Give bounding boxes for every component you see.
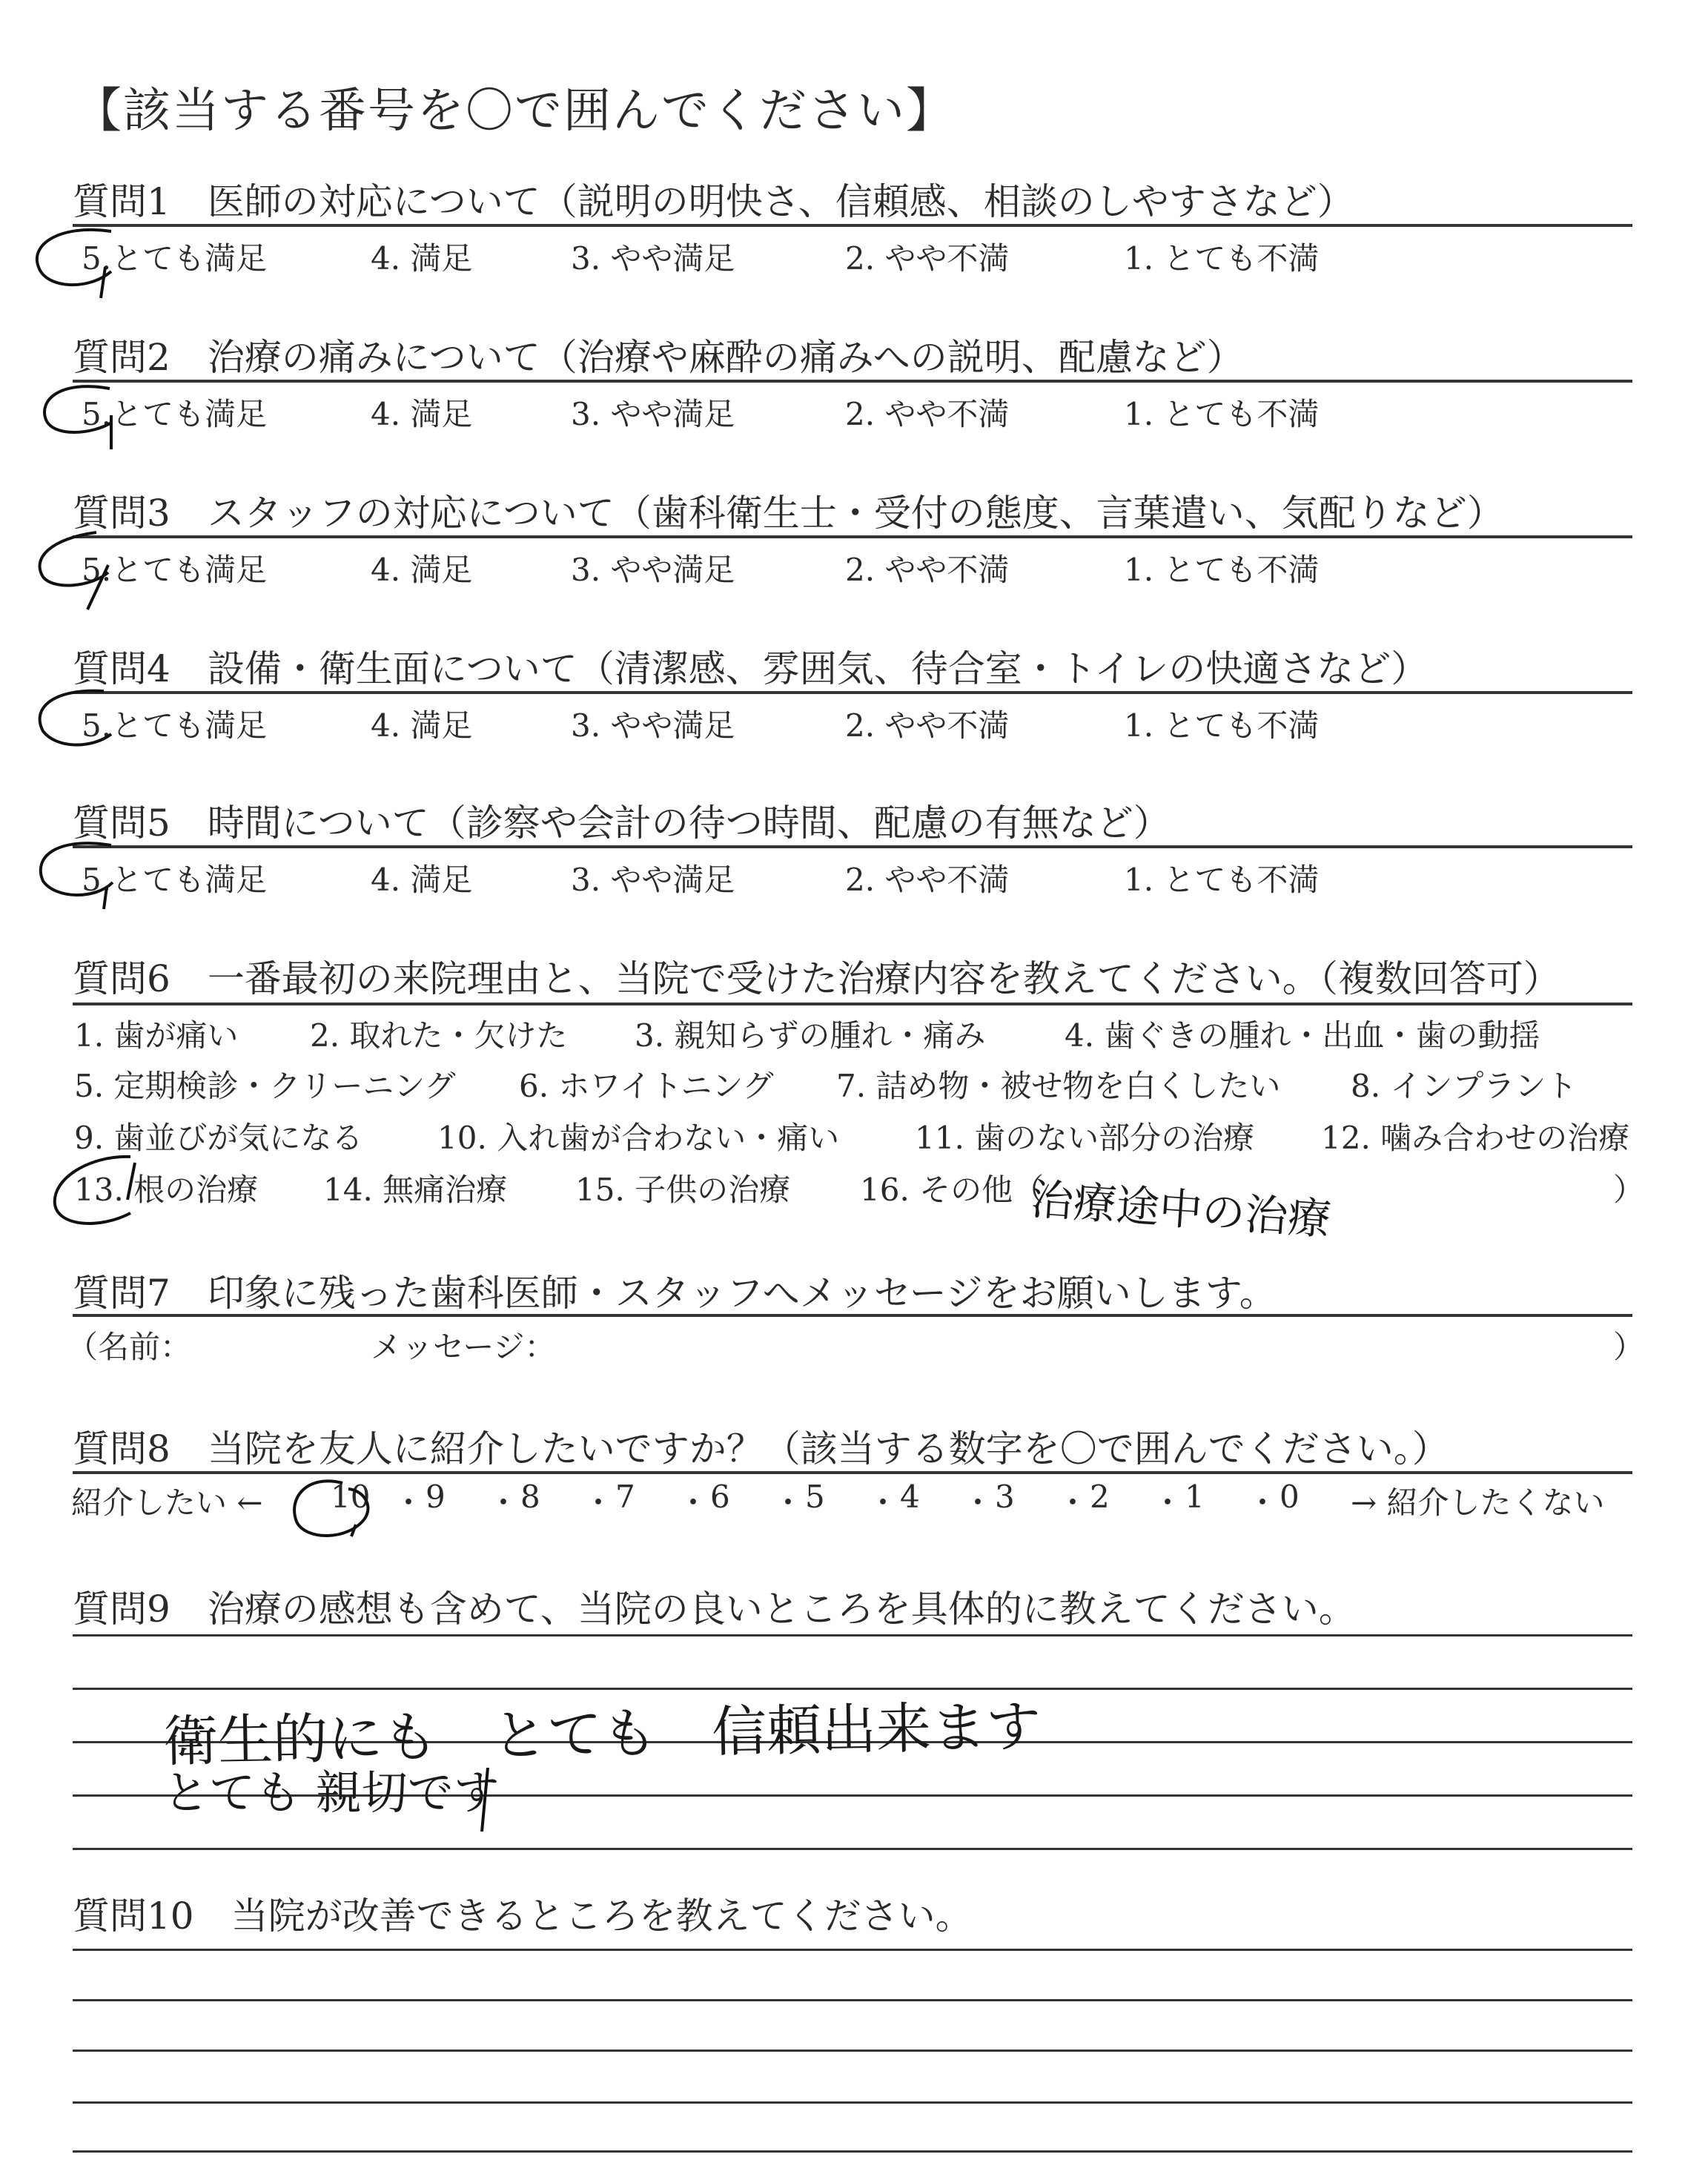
question-8: [73, 1419, 1449, 1473]
question-rule: [73, 1003, 1632, 1005]
q3-option-3[interactable]: 3. やや満足: [571, 552, 735, 588]
question-7: [73, 1264, 1277, 1317]
question-rule: [73, 845, 1632, 848]
question-2: [73, 328, 1244, 381]
q6-option-4[interactable]: 4. 歯ぐきの腫れ・出血・歯の動揺: [1065, 1017, 1540, 1054]
q8-separator: ・: [583, 1484, 615, 1521]
question-label: 質問2: [73, 336, 171, 379]
q6-option-10[interactable]: 10. 入れ歯が合わない・痛い: [437, 1120, 840, 1156]
q6-option-3[interactable]: 3. 親知らずの腫れ・痛み: [635, 1017, 986, 1054]
q6-option-6[interactable]: 6. ホワイトニング: [519, 1068, 774, 1104]
question-5: [73, 793, 1171, 847]
q8-scale-3[interactable]: 3: [995, 1479, 1015, 1515]
q5-option-4[interactable]: 4. 満足: [371, 862, 473, 898]
question-text: スタッフの対応について（歯科衛生士・受付の態度、言葉遣い、気配りなど）: [207, 492, 1504, 535]
q8-separator: ・: [867, 1484, 899, 1521]
answer-line: [73, 1848, 1632, 1850]
answer-line: [73, 1999, 1632, 2001]
q5-option-2[interactable]: 2. やや不満: [845, 862, 1010, 898]
q6-option-5[interactable]: 5. 定期検診・クリーニング: [74, 1068, 456, 1104]
question-6: [73, 949, 1560, 1003]
answer-line: [73, 2150, 1632, 2153]
q4-option-4[interactable]: 4. 満足: [371, 707, 473, 744]
answer-line: [73, 1949, 1632, 1951]
question-rule: [73, 691, 1632, 694]
q5-option-1[interactable]: 1. とても不満: [1124, 862, 1320, 898]
answer-line: [73, 1634, 1632, 1636]
question-label: 質問8: [73, 1427, 171, 1470]
q4-option-1[interactable]: 1. とても不満: [1124, 707, 1320, 744]
q8-scale-2[interactable]: 2: [1090, 1479, 1110, 1515]
form-title: 【該当する番号を〇で囲んでください】: [74, 84, 955, 139]
q6-option-11[interactable]: 11. 歯のない部分の治療: [915, 1120, 1255, 1156]
q8-separator: ・: [1057, 1484, 1089, 1521]
q8-separator: ・: [772, 1484, 804, 1521]
q3-option-1[interactable]: 1. とても不満: [1124, 552, 1320, 588]
q1-option-4[interactable]: 4. 満足: [371, 240, 473, 277]
q6-close-paren: ）: [1613, 1172, 1645, 1208]
q1-option-5[interactable]: 5.とても満足: [82, 240, 268, 277]
question-rule: [73, 380, 1632, 383]
question-rule: [73, 224, 1632, 227]
q8-scale-5[interactable]: 5: [805, 1479, 825, 1515]
question-9: [73, 1579, 1356, 1633]
question-text: 設備・衛生面について（清潔感、雰囲気、待合室・トイレの快適さなど）: [207, 647, 1429, 690]
question-10: [73, 1886, 973, 1940]
q4-option-5[interactable]: 5.とても満足: [82, 707, 268, 744]
question-text: 印象に残った歯科医師・スタッフへメッセージをお願いします。: [207, 1272, 1277, 1315]
q3-option-4[interactable]: 4. 満足: [371, 552, 473, 588]
q1-option-2[interactable]: 2. やや不満: [845, 240, 1010, 277]
q9-answer-line-1[interactable]: 衛生的にも とても 信頼出来ます: [162, 1694, 1042, 1774]
q2-option-4[interactable]: 4. 満足: [371, 396, 473, 432]
q8-scale-1[interactable]: 1: [1185, 1479, 1205, 1515]
q3-option-5[interactable]: 5.とても満足: [82, 552, 268, 588]
question-text: 治療の痛みについて（治療や麻酔の痛みへの説明、配慮など）: [207, 336, 1244, 379]
q6-other-handwritten: 治療途中の治療: [1028, 1173, 1333, 1246]
q6-option-8[interactable]: 8. インプラント: [1351, 1068, 1578, 1104]
q8-separator: ・: [1152, 1484, 1184, 1521]
question-label: 質問7: [73, 1272, 171, 1315]
q6-option-14[interactable]: 14. 無痛治療: [323, 1172, 508, 1208]
q8-right-label: → 紹介したくない: [1351, 1484, 1605, 1521]
q6-option-16[interactable]: 16. その他（: [860, 1172, 1045, 1208]
q8-separator: ・: [678, 1484, 709, 1521]
q5-option-5[interactable]: 5.とても満足: [82, 862, 268, 898]
question-1: [73, 172, 1354, 225]
question-label: 質問10: [73, 1895, 194, 1938]
q8-scale-4[interactable]: 4: [900, 1479, 920, 1515]
question-text: 当院が改善できるところを教えてください。: [231, 1895, 973, 1938]
q8-separator: ・: [393, 1484, 425, 1521]
q8-scale-6[interactable]: 6: [710, 1479, 730, 1515]
question-4: [73, 639, 1428, 693]
question-label: 質問6: [73, 957, 171, 1000]
q7-message-label: メッセージ：: [371, 1329, 556, 1365]
q6-option-12[interactable]: 12. 噛み合わせの治療: [1321, 1120, 1630, 1156]
q6-option-2[interactable]: 2. 取れた・欠けた: [310, 1017, 568, 1054]
question-label: 質問5: [73, 802, 171, 845]
q5-option-3[interactable]: 3. やや満足: [571, 862, 735, 898]
q8-scale-10[interactable]: 10: [331, 1479, 371, 1515]
question-text: 時間について（診察や会計の待つ時間、配慮の有無など）: [207, 802, 1171, 845]
question-rule: [73, 1314, 1632, 1317]
q6-option-13[interactable]: 13. 根の治療: [74, 1172, 259, 1208]
question-3: [73, 483, 1504, 537]
q6-option-9[interactable]: 9. 歯並びが気になる: [74, 1120, 363, 1156]
q8-separator: ・: [1247, 1484, 1279, 1521]
answer-line: [73, 2101, 1632, 2104]
question-text: 当院を友人に紹介したいですか？（該当する数字を〇で囲んでください。）: [207, 1427, 1449, 1470]
answer-line: [73, 2050, 1632, 2052]
question-text: 一番最初の来院理由と、当院で受けた治療内容を教えてください。（複数回答可）: [207, 957, 1560, 1000]
q2-option-1[interactable]: 1. とても不満: [1124, 396, 1320, 432]
question-rule: [73, 1471, 1632, 1474]
q6-option-15[interactable]: 15. 子供の治療: [575, 1172, 791, 1208]
q9-answer-line-2[interactable]: とても 親切です: [163, 1766, 500, 1820]
q1-option-3[interactable]: 3. やや満足: [571, 240, 735, 277]
question-text: 治療の感想も含めて、当院の良いところを具体的に教えてください。: [207, 1588, 1356, 1631]
question-label: 質問9: [73, 1588, 171, 1631]
question-text: 医師の対応について（説明の明快さ、信頼感、相談のしやすさなど）: [207, 180, 1354, 223]
q8-scale-8[interactable]: 8: [520, 1479, 540, 1515]
q8-separator: ・: [962, 1484, 994, 1521]
q1-option-1[interactable]: 1. とても不満: [1124, 240, 1320, 277]
q8-left-label: 紹介したい ←: [71, 1484, 263, 1521]
q2-option-2[interactable]: 2. やや不満: [845, 396, 1010, 432]
question-rule: [73, 535, 1632, 538]
q4-option-2[interactable]: 2. やや不満: [845, 707, 1010, 744]
q4-option-3[interactable]: 3. やや満足: [571, 707, 735, 744]
q8-separator: ・: [488, 1484, 520, 1521]
q6-option-7[interactable]: 7. 詰め物・被せ物を白くしたい: [836, 1068, 1281, 1104]
q8-scale-9[interactable]: 9: [426, 1479, 446, 1515]
q2-option-3[interactable]: 3. やや満足: [571, 396, 735, 432]
q7-name-label: （名前：: [67, 1329, 192, 1365]
question-label: 質問4: [73, 647, 171, 690]
q2-option-5[interactable]: 5.とても満足: [82, 396, 268, 432]
q6-option-1[interactable]: 1. 歯が痛い: [74, 1017, 239, 1054]
question-label: 質問3: [73, 492, 171, 535]
q3-option-2[interactable]: 2. やや不満: [845, 552, 1010, 588]
q8-scale-0[interactable]: 0: [1280, 1479, 1300, 1515]
question-label: 質問1: [73, 180, 171, 223]
q8-scale-7[interactable]: 7: [615, 1479, 635, 1515]
q7-close-paren: ）: [1613, 1329, 1645, 1365]
